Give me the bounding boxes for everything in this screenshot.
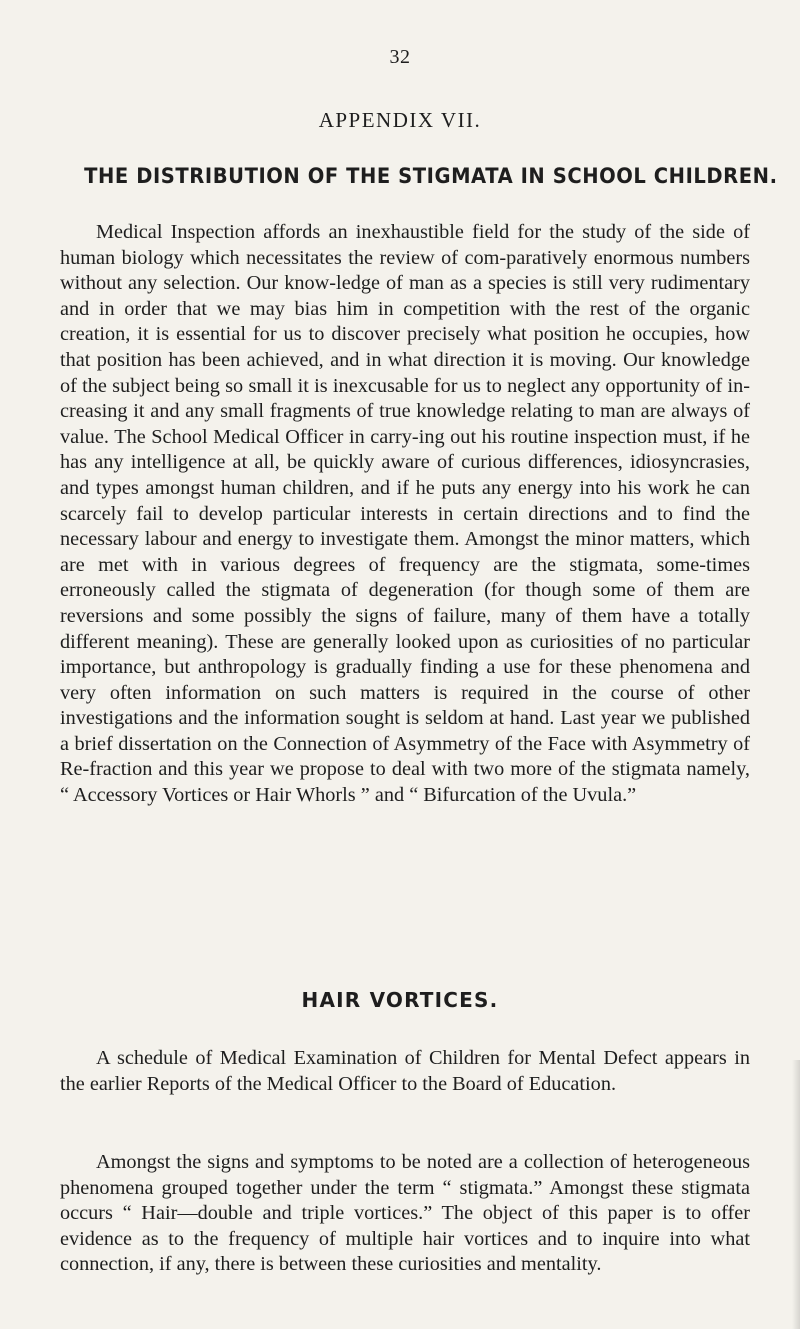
schedule-paragraph: A schedule of Medical Examination of Children for Mental Defect appears in the earlier Reports of the Medical Officer to the Board of Education. [60,1047,750,1095]
signs-paragraph: Amongst the signs and symptoms to be noted are a collection of heterogeneous phenomena grouped together under the term “ stigmata.” Amongst these stigmata occurs “ Hair—double and triple vortices.” The object of this paper is to offer evidence as to the frequency of multiple hair vortices and to inquire into what connection, if any, there is between these curiosities and mentality. [60,1151,750,1276]
page-number: 32 [389,46,411,68]
article-title: THE DISTRIBUTION OF THE STIGMATA IN SCHOOL CHILDREN. [84,164,778,188]
page-edge-shadow [792,1060,800,1329]
appendix-title: APPENDIX VII. [318,108,482,132]
intro-paragraph: Medical Inspection affords an inexhaustible field for the study of the side of human biology which necessitates the review of com-paratively enormous numbers without any selection. Our know-ledge of man as a species is still very rudimentary and in order that we may bias him in competition with the rest of the organic creation, it is essential for us to discover precisely what position he occupies, how that position has been achieved, and in what direction it is moving. Our knowledge of the subject being so small it is inexcusable for us to neglect any opportunity of in-creasing it and any small fragments of true knowledge relating to man are always of value. The School Medical Officer in carry-ing out his routine inspection must, if he has any intelligence at all, be quickly aware of curious differences, idiosyncrasies, and types amongst human children, and if he puts any energy into his work he can scarcely fail to develop particular interests in certain directions and to find the necessary labour and energy to investigate them. Amongst the minor matters, which are met with in various degrees of frequency are the stigmata, some-times erroneously called the stigmata of degeneration (for though some of them are reversions and some possibly the signs of failure, many of them have a totally different meaning). These are generally looked upon as curiosities of no particular importance, but anthropology is gradually finding a use for these phenomena and very often information on such matters is required in the course of other investigations and the information sought is seldom at hand. Last year we published a brief dissertation on the Connection of Asymmetry of the Face with Asymmetry of Re-fraction and this year we propose to deal with two more of the stigmata namely, “ Accessory Vortices or Hair Whorls ” and “ Bifurcation of the Uvula.” [60,221,750,807]
section-heading-hair-vortices: HAIR VORTICES. [301,988,499,1012]
